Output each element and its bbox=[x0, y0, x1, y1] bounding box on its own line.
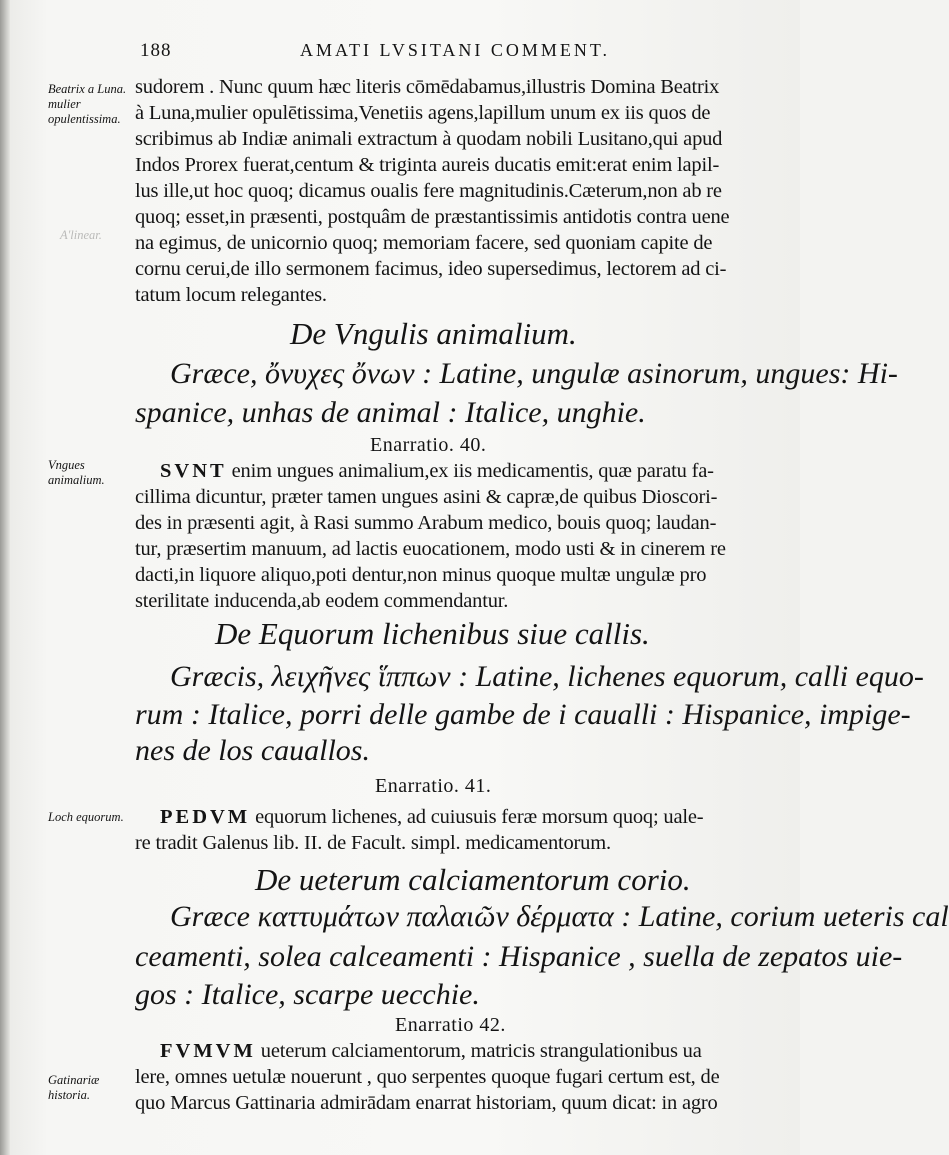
page-header bbox=[140, 40, 780, 70]
text-line: Indos Prorex fuerat,centum & triginta aureis ducatis emit:erat enim lapil- bbox=[135, 154, 720, 176]
nomenclature-line: Græce, ὄνυχες ὄνων : Latine, ungulæ asinorum, ungues: Hi- bbox=[170, 357, 898, 390]
enarratio-label: Enarratio. 40. bbox=[370, 434, 487, 456]
nomenclature-line: nes de los cauallos. bbox=[135, 734, 370, 767]
text-line: SVNT enim ungues animalium,ex iis medicamentis, quæ paratu fa- bbox=[160, 460, 714, 482]
nomenclature-line: ceamenti, solea calceamenti : Hispanice , suella de zepatos uie- bbox=[135, 940, 903, 973]
section-heading: De Vngulis animalium. bbox=[290, 316, 577, 351]
running-title: AMATI LVSITANI COMMENT. bbox=[300, 40, 611, 60]
text-line: tatum locum relegantes. bbox=[135, 284, 327, 306]
section-heading: De ueterum calciamentorum corio. bbox=[255, 862, 691, 897]
nomenclature-line: Græce καττυμάτων παλαιῶν δέρματα : Latine, corium ueteris cal bbox=[170, 900, 949, 933]
enarratio-label: Enarratio. 41. bbox=[375, 775, 492, 797]
text-line: re tradit Galenus lib. II. de Facult. simpl. medicamentorum. bbox=[135, 832, 611, 854]
section-heading: De Equorum lichenibus siue callis. bbox=[215, 616, 650, 651]
text-line: sterilitate inducenda,ab eodem commendantur. bbox=[135, 590, 509, 612]
text-line: dacti,in liquore aliquo,poti dentur,non minus quoque multæ ungulæ pro bbox=[135, 564, 707, 586]
nomenclature-line: spanice, unhas de animal : Italice, unghie. bbox=[135, 396, 646, 429]
text-line: na egimus, de unicornio quoq; memoriam facere, sed quoniam capite de bbox=[135, 232, 713, 254]
margin-note-loch: Loch equorum. bbox=[48, 810, 124, 824]
folio-number: 188 bbox=[140, 40, 172, 61]
lead-word: FVMVM bbox=[160, 1040, 256, 1062]
text-line: tur, præsertim manuum, ad lactis euocationem, modo usti & in cinerem re bbox=[135, 538, 726, 560]
text-line: quoq; esset,in præsenti, postquâm de præstantissimis antidotis contra uene bbox=[135, 206, 730, 228]
text-line: à Luna,mulier opulētissima,Venetiis agens,lapillum unum ex iis quos de bbox=[135, 102, 711, 124]
margin-note-faint: A'linear. bbox=[60, 228, 102, 242]
margin-note-beatrix: Beatrix a Luna. mulier opulentissima. bbox=[48, 82, 127, 126]
lead-word: PEDVM bbox=[160, 806, 251, 828]
text-line: des in præsenti agit, à Rasi summo Arabum medico, bouis quoq; laudan- bbox=[135, 512, 717, 534]
book-spine-shadow bbox=[0, 0, 10, 1155]
text-line: lere, omnes uetulæ nouerunt , quo serpentes quoque fugari certum est, de bbox=[135, 1066, 720, 1088]
nomenclature-line: rum : Italice, porri delle gambe de i caualli : Hispanice, impige- bbox=[135, 698, 911, 731]
margin-note-ungues: Vngues animalium. bbox=[48, 458, 105, 487]
text-line: PEDVM equorum lichenes, ad cuiusuis feræ morsum quoq; uale- bbox=[160, 806, 704, 828]
text-line: lus ille,ut hoc quoq; dicamus oualis fere magnitudinis.Cæterum,non ab re bbox=[135, 180, 722, 202]
text-line: FVMVM ueterum calciamentorum, matricis strangulationibus ua bbox=[160, 1040, 702, 1062]
text-line: cornu cerui,de illo sermonem facimus, ideo supersedimus, lectorem ad ci- bbox=[135, 258, 727, 280]
nomenclature-line: Græcis, λειχῆνες ἵππων : Latine, lichenes equorum, calli equo- bbox=[170, 660, 924, 693]
text-line: cillima dicuntur, præter tamen ungues asini & capræ,de quibus Dioscori- bbox=[135, 486, 718, 508]
text-line: sudorem . Nunc quum hæc literis cōmēdabamus,illustris Domina Beatrix bbox=[135, 76, 720, 98]
margin-note-gatinaria: Gatinariæ historia. bbox=[48, 1073, 100, 1102]
text-line: scribimus ab Indiæ animali extractum à quodam nobili Lusitano,qui apud bbox=[135, 128, 723, 150]
text-line: quo Marcus Gattinaria admirādam enarrat historiam, quum dicat: in agro bbox=[135, 1092, 718, 1114]
lead-word: SVNT bbox=[160, 460, 227, 482]
nomenclature-line: gos : Italice, scarpe uecchie. bbox=[135, 978, 480, 1011]
enarratio-label: Enarratio 42. bbox=[395, 1014, 506, 1036]
